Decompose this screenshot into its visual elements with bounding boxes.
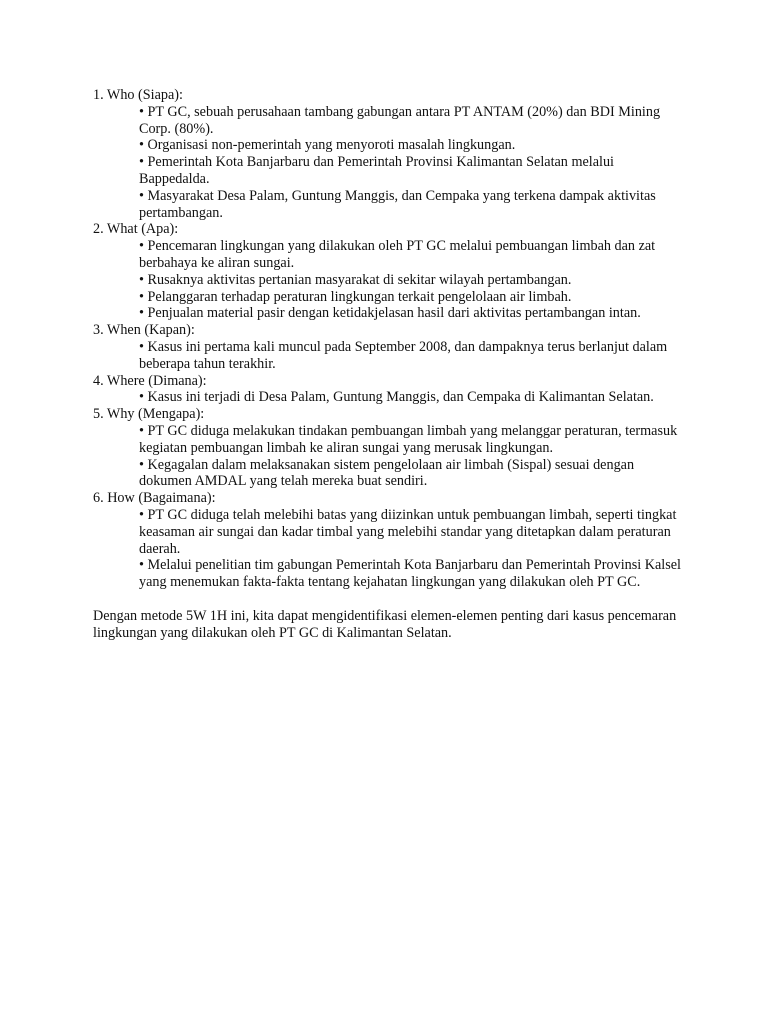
list-item: • Organisasi non-pemerintah yang menyoroti masalah lingkungan. — [139, 137, 516, 154]
section-title: 1. Who (Siapa): — [93, 87, 183, 103]
list-item: • Pemerintah Kota Banjarbaru dan Pemerintah Provinsi Kalimantan Selatan melalui Bappedalda. — [139, 154, 614, 187]
bullet-list — [93, 423, 683, 490]
section-what — [93, 221, 683, 322]
bullet-list — [93, 104, 683, 222]
list-item: • PT GC diduga melakukan tindakan pembuangan limbah yang melanggar peraturan, termasuk kegiatan pembuangan limbah ke aliran sungai yang merusak lingkungan. — [139, 422, 678, 456]
list-item: • Kegagalan dalam melaksanakan sistem pengelolaan air limbah (Sispal) sesuai dengan dokumen AMDAL yang telah mereka buat sendiri. — [139, 456, 635, 490]
section-title: 3. When (Kapan): — [93, 322, 195, 339]
list-item: • Pencemaran lingkungan yang dilakukan oleh PT GC melalui pembuangan limbah dan zat berbahaya ke aliran sungai. — [139, 238, 656, 271]
section-who — [93, 87, 683, 221]
list-item: • PT GC diduga telah melebihi batas yang diizinkan untuk pembuangan limbah, seperti tingkat keasaman air sungai dan kadar timbal yang melebihi standar yang ditetapkan dalam peraturan daerah. — [139, 506, 677, 557]
bullet-list — [93, 238, 683, 322]
bullet-list — [93, 389, 683, 406]
section-title: 2. What (Apa): — [93, 221, 179, 238]
list-item: • Melalui penelitian tim gabungan Pemerintah Kota Banjarbaru dan Pemerintah Provinsi Kalsel yang menemukan fakta-fakta tentang kejahatan lingkungan yang dilakukan oleh PT GC. — [139, 557, 681, 591]
list-item: • Penjualan material pasir dengan ketidakjelasan hasil dari aktivitas pertambangan intan. — [139, 305, 641, 322]
section-when — [93, 322, 683, 372]
list-item: • Kasus ini terjadi di Desa Palam, Guntung Manggis, dan Cempaka di Kalimantan Selatan. — [139, 389, 654, 406]
list-item: • PT GC, sebuah perusahaan tambang gabungan antara PT ANTAM (20%) dan BDI Mining Corp. (80%). — [139, 103, 661, 137]
section-title: 5. Why (Mengapa): — [93, 406, 205, 423]
section-why — [93, 406, 683, 490]
section-title: 4. Where (Dimana): — [93, 372, 207, 389]
section-title: 6. How (Bagaimana): — [93, 490, 216, 507]
list-item: • Kasus ini pertama kali muncul pada September 2008, dan dampaknya terus berlanjut dalam beberapa tahun terakhir. — [139, 338, 668, 372]
section-where — [93, 373, 683, 407]
list-item: • Rusaknya aktivitas pertanian masyarakat di sekitar wilayah pertambangan. — [139, 271, 572, 288]
document-page — [93, 87, 683, 655]
list-item: • Pelanggaran terhadap peraturan lingkungan terkait pengelolaan air limbah. — [139, 288, 572, 305]
list-item: • Masyarakat Desa Palam, Guntung Manggis, dan Cempaka yang terkena dampak aktivitas pertambangan. — [139, 187, 656, 221]
section-how — [93, 490, 683, 591]
bullet-list — [93, 339, 683, 373]
bullet-list — [93, 507, 683, 591]
conclusion-paragraph: Dengan metode 5W 1H ini, kita dapat mengidentifikasi elemen-elemen penting dari kasus pencemaran lingkungan yang dilakukan oleh PT GC di Kalimantan Selatan. — [93, 607, 677, 641]
